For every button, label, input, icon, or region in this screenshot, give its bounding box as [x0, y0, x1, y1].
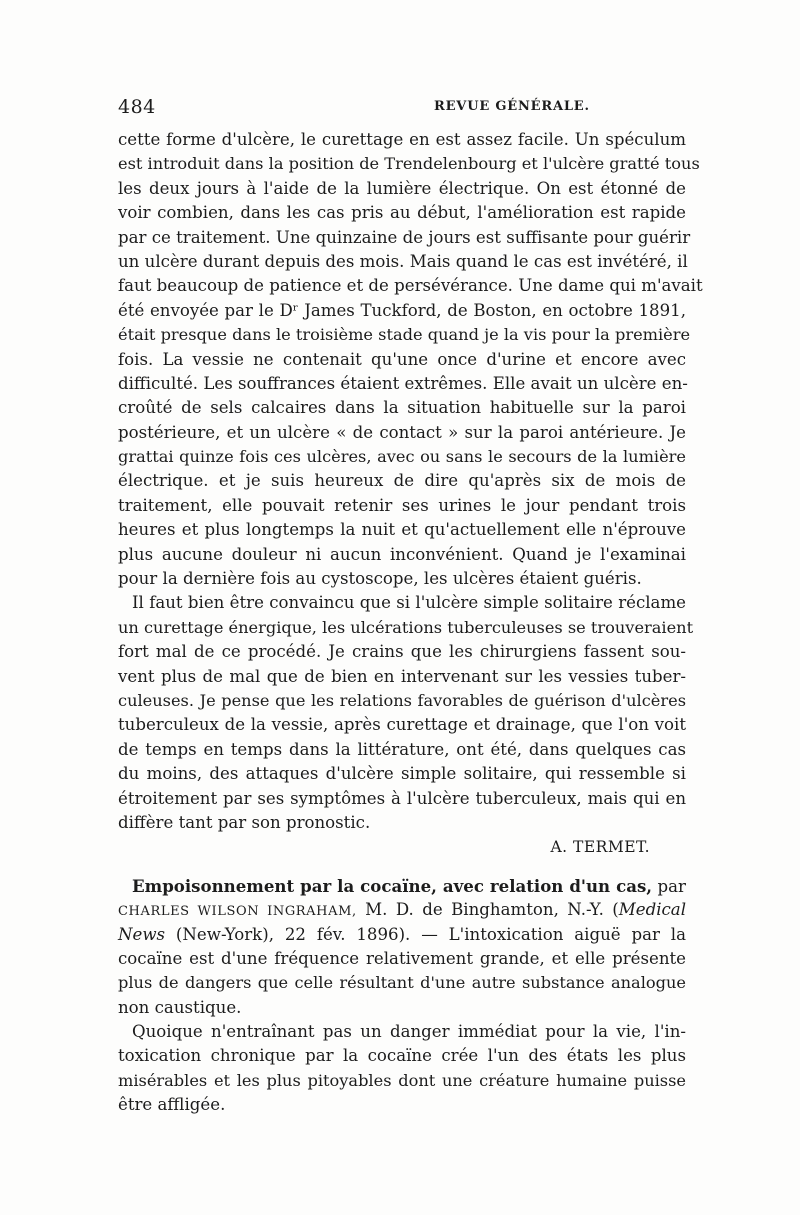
- section-gap: [118, 860, 686, 874]
- text-line: plus de dangers que celle résultant d'une autre substance analogue: [118, 973, 686, 993]
- text-line: était presque dans le troisième stade quand je la vis pour la première: [118, 325, 691, 345]
- paragraph-tuberculous-ulcers: [118, 591, 694, 835]
- text-line: été envoyée par le Dʳ James Tuckford, de Boston, en octobre 1891,: [118, 300, 686, 320]
- text-line: postérieure, et un ulcère « de contact » sur la paroi antérieure. Je: [118, 422, 686, 442]
- text-line: les deux jours à l'aide de la lumière électrique. On est étonné de: [118, 178, 686, 198]
- text-line: cette forme d'ulcère, le curettage en est assez facile. Un spéculum: [118, 130, 686, 149]
- text-line: heures et plus longtemps la nuit et qu'actuellement elle n'éprouve: [118, 520, 686, 540]
- article-author-rest: M. D. de Binghamton, N.-Y. (: [356, 900, 619, 920]
- text-line: par ce traitement. Une quinzaine de jours est suffisante pour guérir: [118, 227, 691, 247]
- text-line: cocaïne est d'une fréquence relativement grande, et elle présente: [118, 948, 686, 968]
- body-text: [118, 128, 703, 1118]
- text-line: grattai quinze fois ces ulcères, avec ou sans le secours de la lumière: [118, 447, 686, 467]
- running-head: REVUE GÉNÉRALE.: [434, 99, 590, 114]
- text-line: faut beaucoup de patience et de persévérance. Une dame qui m'avait: [118, 276, 703, 296]
- text-line: un curettage énergique, les ulcérations tuberculeuses se trouveraient: [118, 617, 694, 637]
- text-line: étroitement par ses symptômes à l'ulcère tuberculeux, mais qui en: [118, 788, 686, 808]
- author-signature: A. TERMET.: [550, 838, 650, 857]
- text-line: Il faut bien être convaincu que si l'ulcère simple solitaire réclame: [132, 593, 686, 613]
- text-line: [118, 923, 686, 947]
- text-line: traitement, elle pouvait retenir ses urines le jour pendant trois: [118, 495, 686, 515]
- article-by: par: [652, 876, 686, 896]
- text-line: du moins, des attaques d'ulcère simple solitaire, qui ressemble si: [118, 764, 686, 784]
- article-author: CHARLES WILSON INGRAHAM,: [118, 904, 357, 920]
- text-line: vent plus de mal que de bien en intervenant sur les vessies tuber-: [118, 666, 686, 686]
- text-line: électrique. et je suis heureux de dire qu'après six de mois de: [118, 471, 686, 491]
- journal-name-part1: Medical: [618, 900, 686, 920]
- text-line: de temps en temps dans la littérature, ont été, dans quelques cas: [118, 739, 686, 759]
- text-line: misérables et les plus pitoyables dont une créature humaine puisse: [118, 1070, 686, 1090]
- text-line: tuberculeux de la vessie, après curettage et drainage, que l'on voit: [118, 715, 686, 735]
- text-line: un ulcère durant depuis des mois. Mais quand le cas est invétéré, il: [118, 251, 688, 271]
- article-citation-rest: (New-York), 22 fév. 1896). — L'intoxication aiguë par la: [165, 924, 686, 944]
- text-line: Quoique n'entraînant pas un danger immédiat pour la vie, l'in-: [132, 1022, 686, 1042]
- paragraph-ulcer-treatment: [118, 128, 703, 591]
- text-line: non caustique.: [118, 997, 242, 1017]
- article-title: Empoisonnement par la cocaïne, avec relation d'un cas,: [132, 875, 653, 896]
- article-citation-line: [118, 898, 686, 922]
- text-line: difficulté. Les souffrances étaient extrêmes. Elle avait un ulcère en-: [118, 373, 688, 393]
- page-header: [118, 96, 686, 120]
- journal-name-part2: News: [118, 924, 166, 944]
- text-line: croûté de sels calcaires dans la situation habituelle sur la paroi: [118, 398, 686, 418]
- text-line: est introduit dans la position de Trendelenbourg et l'ulcère gratté tous: [118, 154, 700, 174]
- article-cocaine-poisoning: [118, 874, 686, 1118]
- text-line: fois. La vessie ne contenait qu'une once d'urine et encore avec: [118, 349, 686, 369]
- text-line: plus aucune douleur ni aucun inconvénient. Quand je l'examinai: [118, 544, 686, 564]
- text-line: voir combien, dans les cas pris au début, l'amélioration est rapide: [118, 203, 686, 223]
- text-line: toxication chronique par la cocaïne crée l'un des états les plus: [118, 1046, 686, 1066]
- text-line: diffère tant par son pronostic.: [118, 812, 371, 832]
- text-line: pour la dernière fois au cystoscope, les ulcères étaient guéris.: [118, 569, 642, 589]
- text-line: fort mal de ce procédé. Je crains que les chirurgiens fassent sou-: [118, 642, 686, 662]
- text-line: être affligée.: [118, 1095, 226, 1115]
- article-heading-line: [118, 874, 686, 898]
- page-number: 484: [118, 96, 156, 118]
- text-line: culeuses. Je pense que les relations favorables de guérison d'ulcères: [118, 690, 686, 710]
